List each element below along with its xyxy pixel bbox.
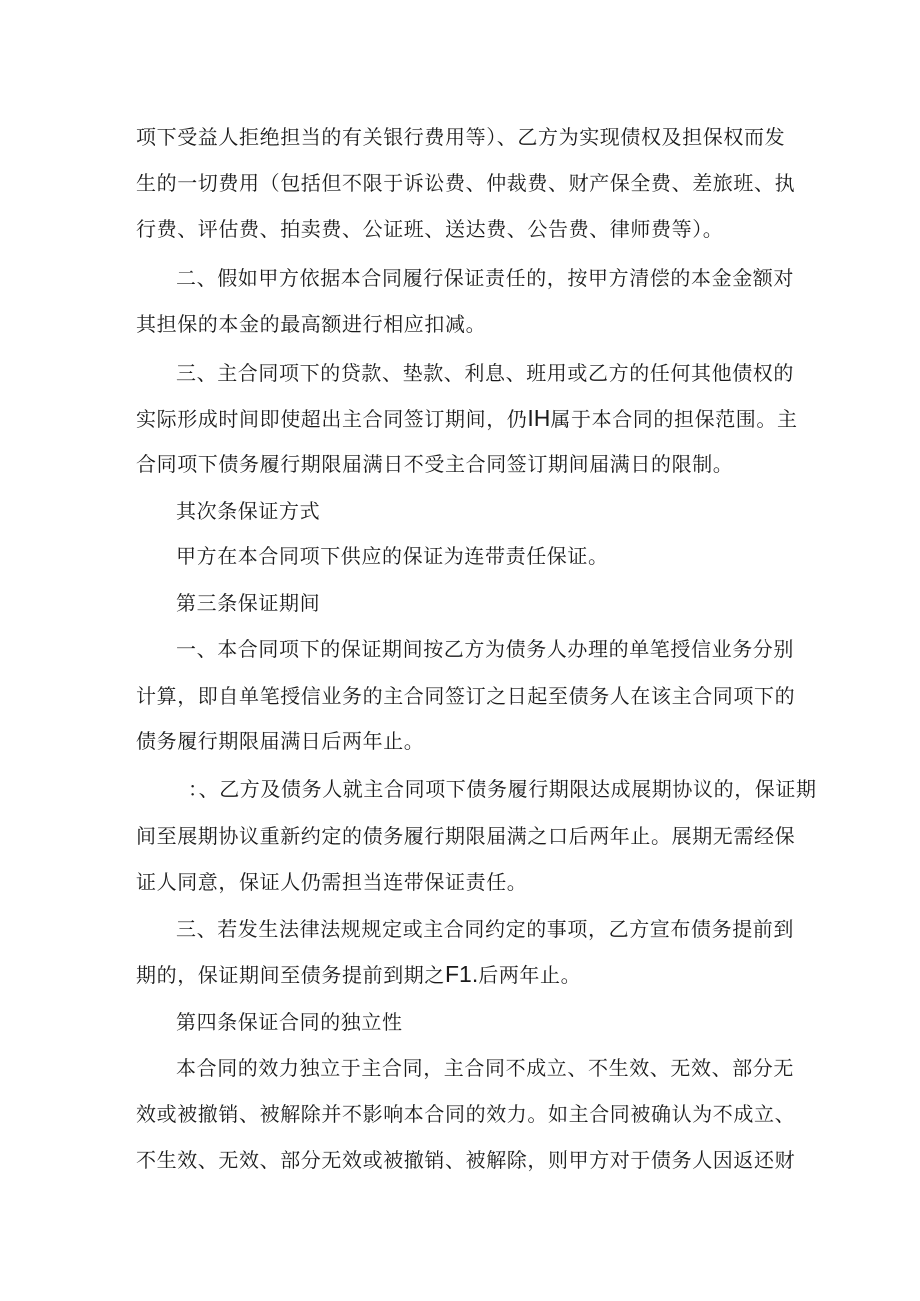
text-line: 其担保的本金的最高额进行相应扣减。 [136,312,487,336]
ocr-artifact: IH [527,405,551,431]
clause-paragraph-start: ：、乙方及债务人就主合同项下债务履行期限达成展期协议的，保证期 [188,777,817,801]
text-fragment: 实际形成时间即使超出主合同签订期间，仍 [136,407,528,431]
clause-paragraph-start: 三、若发生法律法规规定或主合同约定的事项，乙方宣布债务提前到 [176,917,794,941]
text-fragment: 属于本合同的担保范围。主 [550,407,798,431]
text-line: 生的一切费用（包括但不限于诉讼费、仲裁费、财产保全费、差旅班、执 [136,171,796,195]
text-line: 计算，即自单笔授信业务的主合同签订之日起至债务人在该主合同项下的 [136,684,796,708]
text-fragment: 后两年止。 [478,963,582,987]
clause-paragraph-start: 二、假如甲方依据本合同履行保证责任的，按甲方清偿的本金金额对 [176,266,794,290]
text-line: 项下受益人拒绝担当的有关银行费用等）、乙方为实现债权及担保权而发 [136,125,786,149]
clause-paragraph-start: 一、本合同项下的保证期间按乙方为债务人办理的单笔授信业务分别 [176,637,794,661]
text-line: 甲方在本合同项下供应的保证为连带责任保证。 [176,544,609,568]
text-line: 不生效、无效、部分无效或被撤销、被解除，则甲方对于债务人因返还财 [136,1148,796,1172]
text-line: 行费、评估费、拍卖费、公证班、送达费、公告费、律师费等）。 [136,217,724,241]
clause-paragraph-start: 三、主合同项下的贷款、垫款、利息、班用或乙方的任何其他债权的 [176,361,794,385]
text-line: 债务履行期限届满日后两年止。 [136,729,425,753]
section-heading: 其次条保证方式 [176,499,321,523]
ocr-artifact: F1. [445,961,479,987]
text-line [136,960,920,989]
text-line: 证人同意，保证人仍需担当连带保证责任。 [136,870,528,894]
clause-paragraph-start: 本合同的效力独立于主合同，主合同不成立、不生效、无效、部分无 [176,1056,794,1080]
section-heading: 第四条保证合同的独立性 [176,1010,403,1034]
section-heading: 第三条保证期间 [176,591,321,615]
text-fragment: 期的，保证期间至债务提前到期之 [136,963,445,987]
text-line: 效或被撤销、被解除并不影响本合同的效力。如主合同被确认为不成立、 [136,1102,796,1126]
text-line: 间至展期协议重新约定的债务履行期限届满之口后两年止。展期无需经保 [136,824,796,848]
text-line: 合同项下债务履行期限届满日不受主合同签订期间届满日的限制。 [136,452,734,476]
text-line [136,404,920,433]
